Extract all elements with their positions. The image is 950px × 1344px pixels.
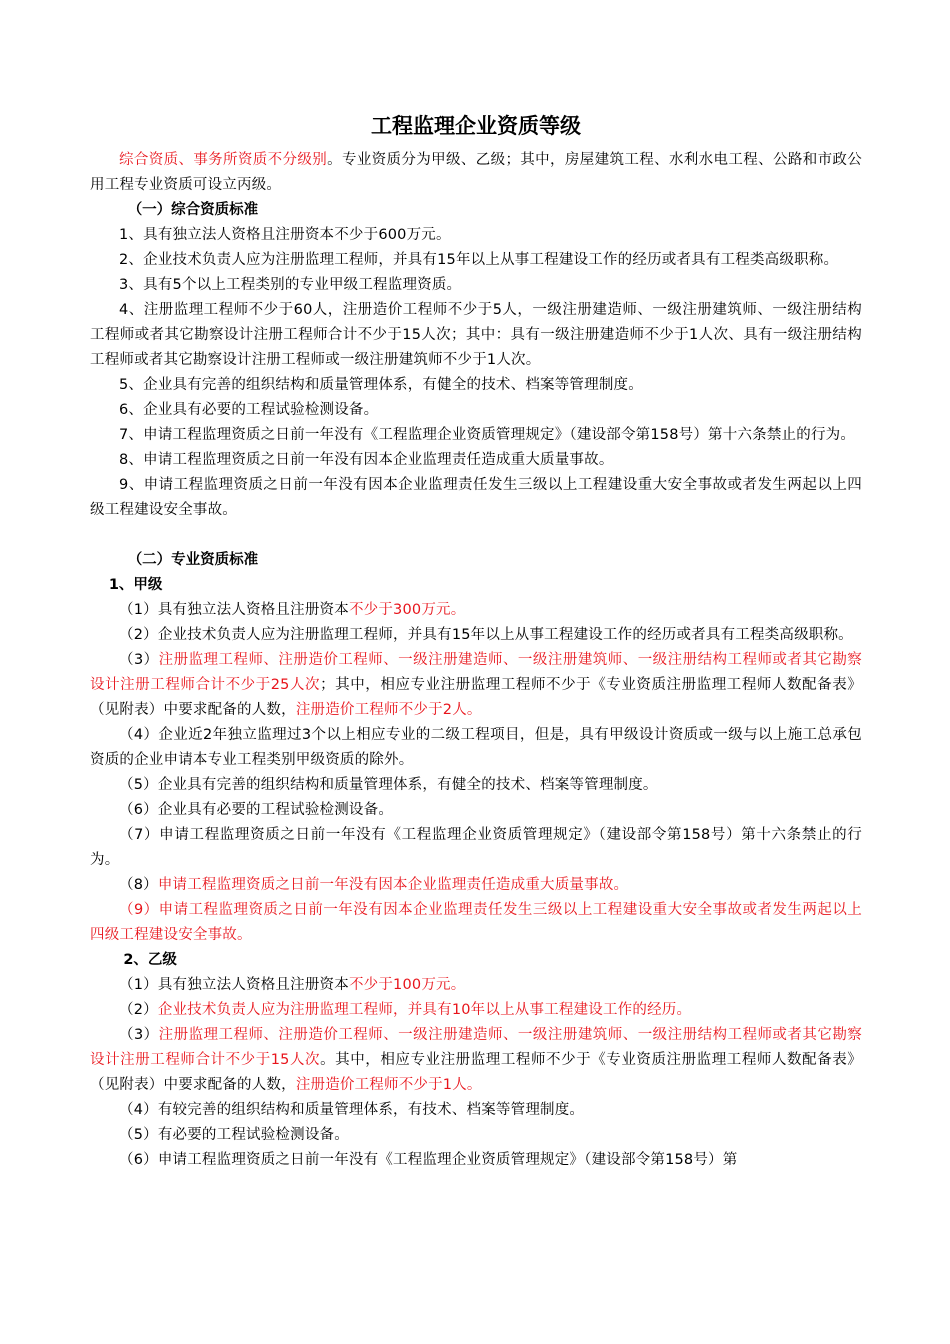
grade-a-item-1	[90, 598, 862, 623]
item-text: ；其中，相应专业注册监理工程师不少于《专业资质注册监理工程师人数配备表》（见附表）中要求配备的人数，	[90, 677, 862, 718]
item-text: 。其中，相应专业注册监理工程师不少于《专业资质注册监理工程师人数配备表》（见附表）中要求配备的人数，	[90, 1052, 862, 1093]
item-text: （2）	[119, 1002, 158, 1018]
grade-b-heading: 2、乙级	[123, 952, 177, 968]
item-highlight: 不少于300万元。	[348, 602, 466, 618]
section1-heading: （一）综合资质标准	[127, 202, 259, 218]
item-highlight: 申请工程监理资质之日前一年没有因本企业监理责任造成重大质量事故。	[157, 877, 629, 893]
document-page	[90, 108, 862, 1173]
grade-a-item-3	[90, 648, 862, 723]
intro-text: 。专业资质分为甲级、乙级；其中，房屋建筑工程、水利水电工程、公路和市政公用工程专业资质可设立丙级。	[90, 152, 862, 193]
item-highlight: 注册监理工程师、注册造价工程师、一级注册建造师、一级注册建筑师、一级注册结构工程师或者其它勘察设计注册工程师合计不少于25人次	[90, 652, 862, 693]
item-highlight: 企业技术负责人应为注册监理工程师，并具有10年以上从事工程建设工作的经历。	[157, 1002, 692, 1018]
intro-paragraph	[90, 148, 862, 198]
item-highlight: 注册造价工程师不少于2人。	[295, 702, 482, 718]
section1-item: 3、具有5个以上工程类别的专业甲级工程监理资质。	[119, 277, 462, 293]
grade-b-item-2	[90, 998, 862, 1023]
grade-a-item-9: （9）申请工程监理资质之日前一年没有因本企业监理责任发生三级以上工程建设重大安全事故或者发生两起以上四级工程建设安全事故。	[90, 902, 862, 943]
section1-item: 2、企业技术负责人应为注册监理工程师，并具有15年以上从事工程建设工作的经历或者具有工程类高级职称。	[119, 252, 839, 268]
item-highlight: 注册造价工程师不少于1人。	[295, 1077, 482, 1093]
item-text: （1）具有独立法人资格且注册资本	[119, 602, 349, 618]
grade-b-item-5: （5）有必要的工程试验检测设备。	[119, 1127, 349, 1143]
section1-item: 1、具有独立法人资格且注册资本不少于600万元。	[119, 227, 451, 243]
intro-highlight: 综合资质、事务所资质不分级别	[119, 152, 328, 168]
grade-a-item-4: （4）企业近2年独立监理过3个以上相应专业的二级工程项目，但是，具有甲级设计资质或一级与以上施工总承包资质的企业申请本专业工程类别甲级资质的除外。	[90, 727, 862, 768]
section1-item: 8、申请工程监理资质之日前一年没有因本企业监理责任造成重大质量事故。	[119, 452, 614, 468]
grade-a-heading: 1、甲级	[108, 577, 163, 593]
grade-a-item-8	[90, 873, 862, 898]
item-text: （3）	[119, 1027, 159, 1043]
grade-a-item-5: （5）企业具有完善的组织结构和质量管理体系，有健全的技术、档案等管理制度。	[119, 777, 658, 793]
section1-item: 4、注册监理工程师不少于60人，注册造价工程师不少于5人，一级注册建造师、一级注册建筑师、一级注册结构工程师或者其它勘察设计注册工程师合计不少于15人次；其中：具有一级注册建造师不少于1人次、具有一级注册结构工程师或者其它勘察设计注册工程师或一级注册建筑师不少于1人次。	[90, 302, 862, 368]
document-title: 工程监理企业资质等级	[371, 114, 581, 138]
item-text: （3）	[119, 652, 159, 668]
grade-a-item-6: （6）企业具有必要的工程试验检测设备。	[119, 802, 394, 818]
section2-heading: （二）专业资质标准	[127, 552, 259, 568]
item-highlight: 注册监理工程师、注册造价工程师、一级注册建造师、一级注册建筑师、一级注册结构工程师或者其它勘察设计注册工程师合计不少于15人次	[90, 1027, 862, 1068]
section1-item: 7、申请工程监理资质之日前一年没有《工程监理企业资质管理规定》（建设部令第158号）第十六条禁止的行为。	[119, 427, 856, 443]
grade-b-item-3	[90, 1023, 862, 1098]
item-text: （8）	[119, 877, 158, 893]
section1-item: 5、企业具有完善的组织结构和质量管理体系，有健全的技术、档案等管理制度。	[119, 377, 643, 393]
item-highlight: 不少于100万元。	[348, 977, 466, 993]
grade-a-item-2: （2）企业技术负责人应为注册监理工程师，并具有15年以上从事工程建设工作的经历或者具有工程类高级职称。	[119, 627, 853, 643]
section1-item: 9、申请工程监理资质之日前一年没有因本企业监理责任发生三级以上工程建设重大安全事故或者发生两起以上四级工程建设安全事故。	[90, 477, 862, 518]
grade-b-item-4: （4）有较完善的组织结构和质量管理体系，有技术、档案等管理制度。	[119, 1102, 585, 1118]
item-text: （1）具有独立法人资格且注册资本	[119, 977, 349, 993]
grade-b-item-6: （6）申请工程监理资质之日前一年没有《工程监理企业资质管理规定》（建设部令第158号）第	[119, 1152, 738, 1168]
section1-item: 6、企业具有必要的工程试验检测设备。	[119, 402, 379, 418]
grade-a-item-7: （7）申请工程监理资质之日前一年没有《工程监理企业资质管理规定》（建设部令第158号）第十六条禁止的行为。	[90, 827, 862, 868]
spacer	[90, 523, 862, 548]
grade-b-item-1	[90, 973, 862, 998]
